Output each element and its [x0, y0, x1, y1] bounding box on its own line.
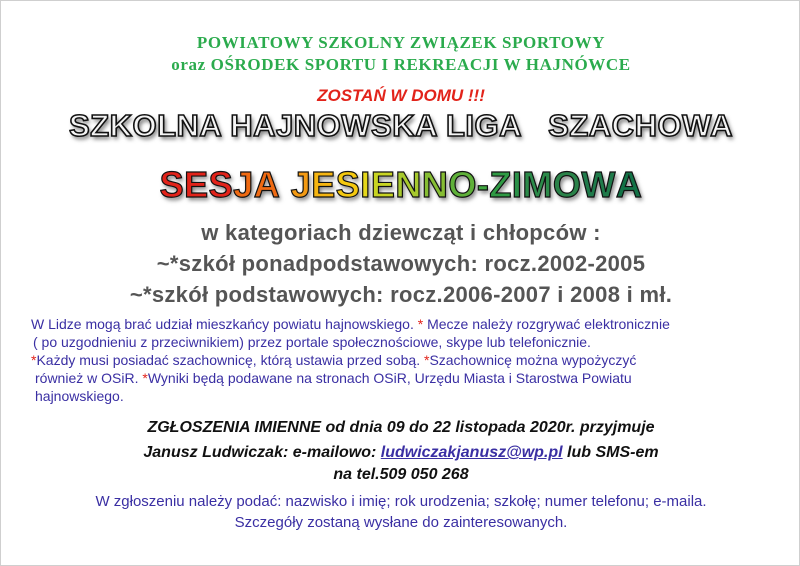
application-requirements: W zgłoszeniu należy podać: nazwisko i imię; rok urodzenia; szkołę; numer telefonu; e-maila.	[95, 493, 707, 510]
session-title-letter: J	[233, 164, 254, 205]
rules-line-1: W Lidze mogą brać udział mieszkańcy powiatu hajnowskiego. * Mecze należy rozgrywać elektronicznie	[31, 316, 670, 332]
category-primary-schools: ~*szkół podstawowych: rocz.2006-2007 i 2008 i mł.	[129, 282, 673, 307]
categories-heading: w kategoriach dziewcząt i chłopców :	[201, 220, 601, 245]
organizer-line-2: oraz OŚRODEK SPORTU I REKREACJI W HAJNÓWCE	[171, 55, 631, 74]
session-title-letter: E	[311, 164, 336, 205]
session-title-letter: J	[290, 164, 312, 205]
session-title-letter: S	[159, 164, 185, 205]
registration-contact: Janusz Ludwiczak: e-mailowo: ludwiczakjanusz@wp.pl lub SMS-em	[143, 444, 659, 461]
league-title: SZKOLNA HAJNOWSKA LIGA SZACHOWA	[68, 108, 734, 143]
session-title-letter: N	[421, 164, 449, 205]
registration-phone: na tel.509 050 268	[333, 466, 469, 483]
session-title-letter: I	[360, 164, 371, 205]
stay-home-slogan: ZOSTAŃ W DOMU !!!	[317, 86, 485, 105]
email-link[interactable]: ludwiczakjanusz@wp.pl	[380, 444, 563, 461]
session-title-letter: O	[448, 164, 477, 205]
session-title-letter: W	[581, 164, 616, 205]
session-title	[1, 164, 800, 206]
rules-line-4: również w OSiR. *Wyniki będą podawane na stronach OSiR, Urzędu Miasta i Starostwa Powiatu	[35, 370, 632, 386]
registration-dates: ZGŁOSZENIA IMIENNE od dnia 09 do 22 listopada 2020r. przyjmuje	[147, 419, 655, 436]
rules-line-3: *Każdy musi posiadać szachownicę, którą ustawia przed sobą. *Szachownicę można wypożyczyć	[31, 352, 637, 368]
details-note: Szczegóły zostaną wysłane do zainteresowanych.	[234, 514, 568, 531]
session-title-letter: -	[476, 164, 490, 205]
organizer-line-1: POWIATOWY SZKOLNY ZWIĄZEK SPORTOWY	[196, 33, 606, 52]
session-title-letter	[280, 164, 291, 206]
rules-line-5: hajnowskiego.	[35, 388, 124, 404]
session-title-letter: S	[335, 164, 361, 205]
session-title-letter: A	[615, 164, 643, 205]
session-title-letter: O	[552, 164, 582, 205]
category-secondary-schools: ~*szkół ponadpodstawowych: rocz.2002-2005	[156, 251, 646, 276]
session-title-letter: E	[184, 164, 209, 205]
session-title-letter: Z	[489, 164, 512, 205]
rules-text	[31, 315, 781, 405]
rules-line-2: ( po uzgodnieniu z przeciwnikiem) przez portale społecznościowe, skype lub telefonicznie.	[33, 334, 591, 350]
session-title-letter: M	[522, 164, 553, 205]
session-title-letter: I	[511, 164, 523, 205]
session-title-letter: E	[370, 164, 396, 205]
session-title-letter: A	[253, 164, 281, 205]
session-title-letter: S	[208, 164, 234, 205]
session-title-letter: N	[395, 164, 422, 205]
